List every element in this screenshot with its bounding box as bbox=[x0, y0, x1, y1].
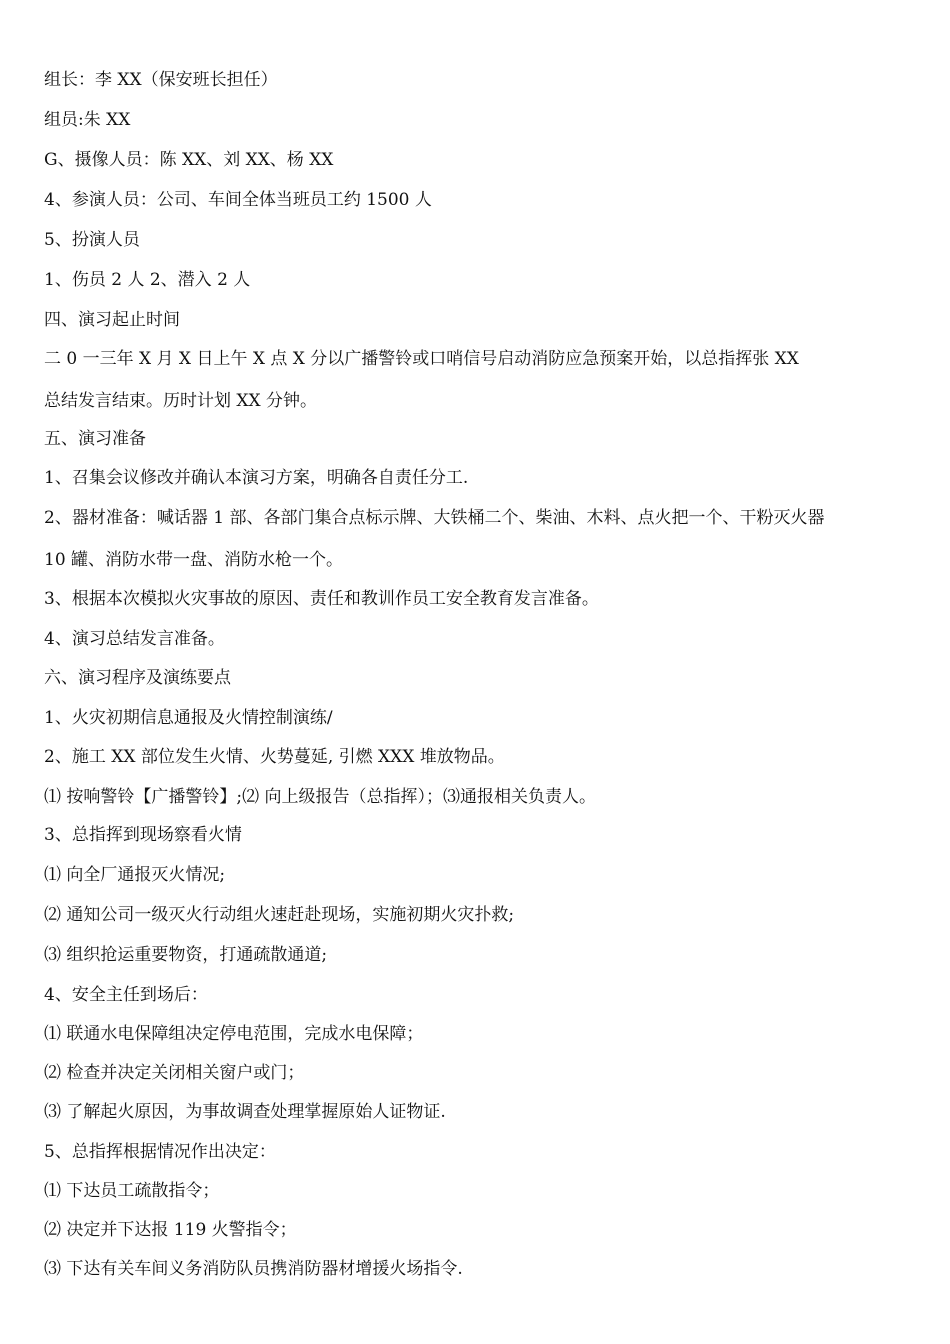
preparation-item-3: 3、根据本次模拟火灾事故的原因、责任和教训作员工安全教育发言准备。 bbox=[44, 589, 599, 609]
procedure-item-3-sub-3: ⑶ 组织抢运重要物资，打通疏散通道; bbox=[44, 945, 328, 965]
procedure-item-3-sub-2: ⑵ 通知公司一级灭火行动组火速赶赴现场，实施初期火灾扑救; bbox=[44, 905, 515, 925]
preparation-item-1: 1、召集会议修改并确认本演习方案，明确各自责任分工. bbox=[44, 468, 469, 488]
procedure-item-3: 3、总指挥到现场察看火情 bbox=[44, 825, 242, 845]
time-paragraph-line-2: 总结发言结束。历时计划 XX 分钟。 bbox=[44, 391, 318, 411]
procedure-item-5-sub-2: ⑵ 决定并下达报 119 火警指令； bbox=[44, 1220, 297, 1240]
procedure-item-4: 4、安全主任到场后： bbox=[44, 985, 208, 1005]
section-heading-procedure: 六、演习程序及演练要点 bbox=[44, 668, 231, 688]
procedure-item-5: 5、总指挥根据情况作出决定： bbox=[44, 1142, 276, 1162]
procedure-item-2-actions: ⑴ 按响警铃【广播警铃】;⑵ 向上级报告（总指挥）；⑶通报相关负责人。 bbox=[44, 787, 597, 807]
team-leader-line: 组长：李 XX（保安班长担任） bbox=[44, 70, 278, 90]
section-heading-time: 四、演习起止时间 bbox=[44, 310, 180, 330]
procedure-item-4-sub-2: ⑵ 检查并决定关闭相关窗户或门； bbox=[44, 1063, 305, 1083]
participants-line: 4、参演人员：公司、车间全体当班员工约 1500 人 bbox=[44, 190, 432, 210]
procedure-item-4-sub-1: ⑴ 联通水电保障组决定停电范围，完成水电保障； bbox=[44, 1024, 424, 1044]
camera-staff-line: G、摄像人员：陈 XX、刘 XX、杨 XX bbox=[44, 150, 334, 170]
time-paragraph-line-1: 二 0 一三年 X 月 X 日上午 X 点 X 分以广播警铃或口哨信号启动消防应急预案开始，以总指挥张 XX bbox=[44, 349, 799, 369]
procedure-item-1: 1、火灾初期信息通报及火情控制演练/ bbox=[44, 708, 333, 728]
procedure-item-3-sub-1: ⑴ 向全厂通报灭火情况; bbox=[44, 865, 226, 885]
preparation-item-4: 4、演习总结发言准备。 bbox=[44, 629, 225, 649]
team-member-line: 组员:朱 XX bbox=[44, 110, 131, 130]
actors-detail-line: 1、伤员 2 人 2、潜入 2 人 bbox=[44, 270, 251, 290]
procedure-item-4-sub-3: ⑶ 了解起火原因，为事故调查处理掌握原始人证物证. bbox=[44, 1102, 446, 1122]
preparation-item-2-line-2: 10 罐、消防水带一盘、消防水枪一个。 bbox=[44, 550, 344, 570]
procedure-item-2: 2、施工 XX 部位发生火情、火势蔓延, 引燃 XXX 堆放物品。 bbox=[44, 747, 505, 767]
preparation-item-2-line-1: 2、器材准备：喊话器 1 部、各部门集合点标示牌、大铁桶二个、柴油、木料、点火把一个、干粉灭火器 bbox=[44, 508, 825, 528]
procedure-item-5-sub-1: ⑴ 下达员工疏散指令； bbox=[44, 1181, 220, 1201]
procedure-item-5-sub-3: ⑶ 下达有关车间义务消防队员携消防器材增援火场指令. bbox=[44, 1259, 463, 1279]
actors-heading: 5、扮演人员 bbox=[44, 230, 140, 250]
section-heading-preparation: 五、演习准备 bbox=[44, 429, 146, 449]
